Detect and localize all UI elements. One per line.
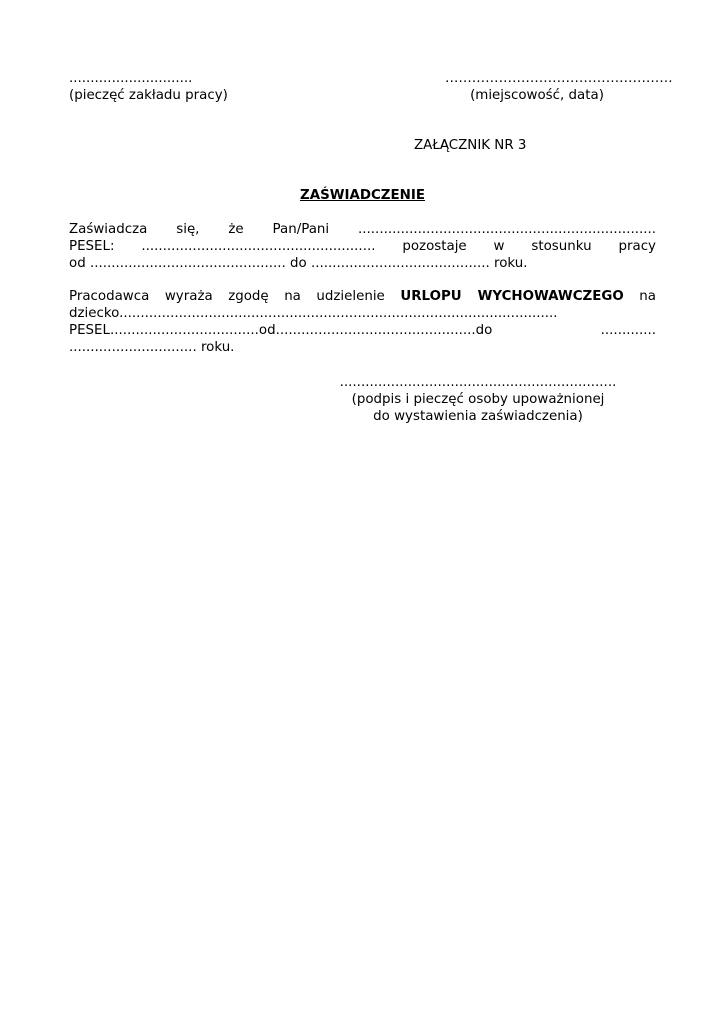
period-end-line: .............................. roku. [69, 340, 235, 355]
name-line: Zaświadcza się, że Pan/Pani ...................................................................... [69, 222, 656, 237]
consent-text: Pracodawca wyraża zgodę na udzielenie [69, 289, 385, 304]
signature-label-2: do wystawienia zaświadczenia) [373, 409, 583, 424]
place-date-block [445, 70, 673, 104]
leave-consent-paragraph [69, 288, 656, 356]
signature-block [300, 374, 656, 425]
pesel-employment-line [69, 238, 656, 255]
pesel-field: PESEL: ....................................................... [69, 239, 376, 254]
employer-stamp-dots: ............................. [69, 71, 193, 86]
place-date-label: (miejscowość, data) [470, 88, 604, 103]
annex-label: ZAŁĄCZNIK NR 3 [414, 138, 527, 153]
employer-stamp-block [69, 70, 228, 104]
consent-line [69, 288, 656, 305]
child-pesel-period-line: PESEL...................................od...............................................do ............. [69, 323, 656, 338]
place-date-dots: …………………………………………… [445, 71, 673, 86]
leave-type: URLOPU WYCHOWAWCZEGO [400, 289, 624, 304]
signature-label-1: (podpis i pieczęć osoby upoważnionej [351, 392, 605, 407]
employer-stamp-label: (pieczęć zakładu pracy) [69, 88, 228, 103]
document-title: ZAŚWIADCZENIE [300, 188, 425, 203]
signature-dots: ................................................................. [339, 375, 617, 390]
certification-paragraph [69, 221, 656, 272]
child-line: dziecko....................................................................................................... [69, 306, 558, 321]
consent-text-end: na [639, 289, 656, 304]
employment-text: pozostaje w stosunku pracy [402, 239, 656, 254]
employment-period-line: od .............................................. do .......................................... roku. [69, 256, 528, 271]
